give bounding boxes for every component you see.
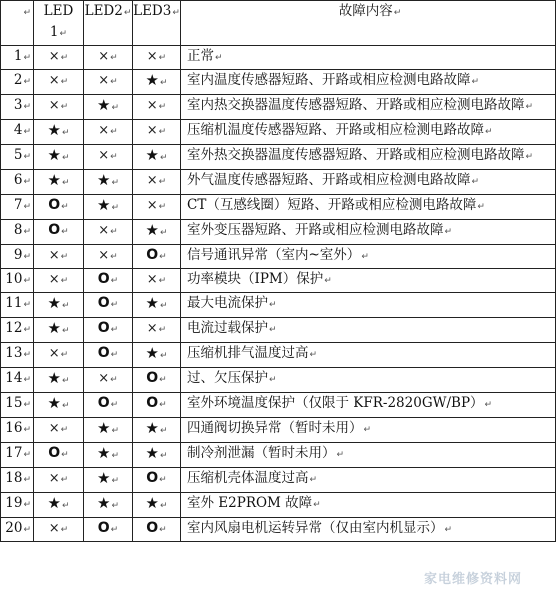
fault-description: 室外变压器短路、开路或相应检测电路故障↵ xyxy=(181,220,556,245)
row-number: 11↵ xyxy=(1,293,34,318)
led3-state: O↵ xyxy=(133,245,181,269)
led2-state: ★↵ xyxy=(84,170,133,195)
row-number: 19↵ xyxy=(1,493,34,518)
circle-mark-icon: O xyxy=(97,395,110,411)
led1-state: ×↵ xyxy=(34,95,84,120)
cross-mark-icon: × xyxy=(146,98,158,113)
led2-state: ★↵ xyxy=(84,443,133,468)
led3-state: ★↵ xyxy=(133,443,181,468)
table-row xyxy=(1,120,556,145)
cross-mark-icon: × xyxy=(146,198,158,213)
star-mark-icon: ★ xyxy=(145,146,159,164)
led3-state: ×↵ xyxy=(133,318,181,343)
row-number: 13↵ xyxy=(1,343,34,368)
led1-state: ×↵ xyxy=(34,418,84,443)
led3-state: ×↵ xyxy=(133,95,181,120)
fault-description: 正常↵ xyxy=(181,46,556,70)
header-row xyxy=(1,1,556,46)
led1-state: ×↵ xyxy=(34,70,84,95)
row-number: 10↵ xyxy=(1,269,34,293)
table-row xyxy=(1,95,556,120)
fault-description: 电流过载保护↵ xyxy=(181,318,556,343)
star-mark-icon: ★ xyxy=(145,419,159,437)
star-mark-icon: ★ xyxy=(145,71,159,89)
row-number: 17↵ xyxy=(1,443,34,468)
row-number: 9↵ xyxy=(1,245,34,269)
cross-mark-icon: × xyxy=(48,421,60,436)
circle-mark-icon: O xyxy=(97,520,110,536)
fault-description: 信号通讯异常（室内~室外）↵ xyxy=(181,245,556,269)
row-number: 1↵ xyxy=(1,46,34,70)
led1-state: ★↵ xyxy=(34,318,84,343)
led2-state: ×↵ xyxy=(84,120,133,145)
led3-state: ★↵ xyxy=(133,418,181,443)
star-mark-icon: ★ xyxy=(97,171,111,189)
led2-state: ×↵ xyxy=(84,245,133,269)
cross-mark-icon: × xyxy=(98,223,110,238)
led1-state: ★↵ xyxy=(34,293,84,318)
circle-mark-icon: O xyxy=(48,222,61,238)
led3-state: ×↵ xyxy=(133,195,181,220)
led3-state: ★↵ xyxy=(133,343,181,368)
star-mark-icon: ★ xyxy=(97,96,111,114)
fault-description: 室外 E2PROM 故障↵ xyxy=(181,493,556,518)
row-number: 8↵ xyxy=(1,220,34,245)
led2-state: ★↵ xyxy=(84,95,133,120)
fault-description: 最大电流保护↵ xyxy=(181,293,556,318)
table-row xyxy=(1,518,556,542)
led1-state: ×↵ xyxy=(34,245,84,269)
star-mark-icon: ★ xyxy=(97,469,111,487)
star-mark-icon: ★ xyxy=(145,221,159,239)
cross-mark-icon: × xyxy=(98,148,110,163)
row-number: 3↵ xyxy=(1,95,34,120)
cross-mark-icon: × xyxy=(48,49,60,64)
circle-mark-icon: O xyxy=(97,320,110,336)
circle-mark-icon: O xyxy=(48,197,61,213)
led2-state: O↵ xyxy=(84,343,133,368)
row-number: 18↵ xyxy=(1,468,34,493)
circle-mark-icon: O xyxy=(97,295,110,311)
fault-description: 室外环境温度保护（仅限于 KFR-2820GW/BP）↵ xyxy=(181,393,556,418)
led3-state: ★↵ xyxy=(133,293,181,318)
led3-state: O↵ xyxy=(133,393,181,418)
cross-mark-icon: × xyxy=(146,49,158,64)
led1-state: ★↵ xyxy=(34,493,84,518)
cross-mark-icon: × xyxy=(98,248,110,263)
header-led2: LED2↵ xyxy=(84,1,133,46)
table-row xyxy=(1,368,556,393)
fault-description: 室内温度传感器短路、开路或相应检测电路故障↵ xyxy=(181,70,556,95)
led1-state: O↵ xyxy=(34,443,84,468)
led2-state: O↵ xyxy=(84,293,133,318)
led2-state: ×↵ xyxy=(84,368,133,393)
led2-state: O↵ xyxy=(84,318,133,343)
star-mark-icon: ★ xyxy=(145,494,159,512)
star-mark-icon: ★ xyxy=(97,196,111,214)
row-number: 14↵ xyxy=(1,368,34,393)
led1-state: ×↵ xyxy=(34,269,84,293)
led1-state: ×↵ xyxy=(34,518,84,542)
cross-mark-icon: × xyxy=(146,123,158,138)
table-row xyxy=(1,318,556,343)
cross-mark-icon: × xyxy=(98,371,110,386)
led3-state: ★↵ xyxy=(133,220,181,245)
star-mark-icon: ★ xyxy=(47,369,61,387)
table-row xyxy=(1,220,556,245)
table-row xyxy=(1,293,556,318)
cross-mark-icon: × xyxy=(48,73,60,88)
led1-state: ★↵ xyxy=(34,368,84,393)
table-row xyxy=(1,493,556,518)
led1-state: ★↵ xyxy=(34,393,84,418)
star-mark-icon: ★ xyxy=(47,294,61,312)
row-number: 20↵ xyxy=(1,518,34,542)
header-desc: 故障内容↵ xyxy=(181,1,556,46)
led2-state: ×↵ xyxy=(84,145,133,170)
table-row xyxy=(1,46,556,70)
star-mark-icon: ★ xyxy=(145,294,159,312)
fault-description: 压缩机排气温度过高↵ xyxy=(181,343,556,368)
led3-state: O↵ xyxy=(133,368,181,393)
table-row xyxy=(1,269,556,293)
table-row xyxy=(1,170,556,195)
fault-description: 室内热交换器温度传感器短路、开路或相应检测电路故障↵ xyxy=(181,95,556,120)
led3-state: ★↵ xyxy=(133,70,181,95)
table-row xyxy=(1,468,556,493)
led3-state: ×↵ xyxy=(133,46,181,70)
circle-mark-icon: O xyxy=(146,395,159,411)
circle-mark-icon: O xyxy=(146,370,159,386)
circle-mark-icon: O xyxy=(146,470,159,486)
led3-state: O↵ xyxy=(133,518,181,542)
fault-description: 功率模块（IPM）保护↵ xyxy=(181,269,556,293)
table-row xyxy=(1,245,556,269)
star-mark-icon: ★ xyxy=(47,146,61,164)
led3-state: O↵ xyxy=(133,468,181,493)
cross-mark-icon: × xyxy=(48,272,60,287)
table-row xyxy=(1,70,556,95)
led2-state: ★↵ xyxy=(84,418,133,443)
led2-state: O↵ xyxy=(84,393,133,418)
circle-mark-icon: O xyxy=(97,345,110,361)
led1-state: O↵ xyxy=(34,195,84,220)
watermark: 家电维修资料网 xyxy=(424,572,523,587)
led1-state: ★↵ xyxy=(34,145,84,170)
row-number: 15↵ xyxy=(1,393,34,418)
fault-description: CT（互感线圈）短路、开路或相应检测电路故障↵ xyxy=(181,195,556,220)
fault-description: 室内风扇电机运转异常（仅由室内机显示）↵ xyxy=(181,518,556,542)
table-row xyxy=(1,343,556,368)
led3-state: ×↵ xyxy=(133,170,181,195)
row-number: 6↵ xyxy=(1,170,34,195)
cross-mark-icon: × xyxy=(98,49,110,64)
cross-mark-icon: × xyxy=(48,248,60,263)
led2-state: ★↵ xyxy=(84,468,133,493)
cross-mark-icon: × xyxy=(48,521,60,536)
fault-description: 压缩机温度传感器短路、开路或相应检测电路故障↵ xyxy=(181,120,556,145)
star-mark-icon: ★ xyxy=(97,494,111,512)
led3-state: ★↵ xyxy=(133,493,181,518)
star-mark-icon: ★ xyxy=(97,419,111,437)
star-mark-icon: ★ xyxy=(145,344,159,362)
circle-mark-icon: O xyxy=(146,520,159,536)
led1-state: ×↵ xyxy=(34,343,84,368)
table-row xyxy=(1,195,556,220)
table-row xyxy=(1,145,556,170)
fault-description: 室外热交换器温度传感器短路、开路或相应检测电路故障↵ xyxy=(181,145,556,170)
led1-state: ★↵ xyxy=(34,120,84,145)
led2-state: O↵ xyxy=(84,269,133,293)
row-number: 7↵ xyxy=(1,195,34,220)
led2-state: ×↵ xyxy=(84,46,133,70)
star-mark-icon: ★ xyxy=(145,444,159,462)
cross-mark-icon: × xyxy=(146,272,158,287)
fault-description: 压缩机壳体温度过高↵ xyxy=(181,468,556,493)
fault-description: 过、欠压保护↵ xyxy=(181,368,556,393)
row-number: 16↵ xyxy=(1,418,34,443)
circle-mark-icon: O xyxy=(97,271,110,287)
circle-mark-icon: O xyxy=(48,445,61,461)
led1-state: ×↵ xyxy=(34,46,84,70)
led2-state: ★↵ xyxy=(84,195,133,220)
led1-state: O↵ xyxy=(34,220,84,245)
cross-mark-icon: × xyxy=(98,123,110,138)
row-number: 2↵ xyxy=(1,70,34,95)
row-number: 12↵ xyxy=(1,318,34,343)
row-number: 5↵ xyxy=(1,145,34,170)
fault-description: 制冷剂泄漏（暂时未用）↵ xyxy=(181,443,556,468)
table-row xyxy=(1,418,556,443)
cross-mark-icon: × xyxy=(146,321,158,336)
led1-state: ×↵ xyxy=(34,468,84,493)
star-mark-icon: ★ xyxy=(47,319,61,337)
star-mark-icon: ★ xyxy=(47,121,61,139)
star-mark-icon: ★ xyxy=(97,444,111,462)
star-mark-icon: ★ xyxy=(47,494,61,512)
header-num: ↵ xyxy=(1,1,34,46)
star-mark-icon: ★ xyxy=(47,171,61,189)
star-mark-icon: ★ xyxy=(47,394,61,412)
header-led1: LED 1↵ xyxy=(34,1,84,46)
circle-mark-icon: O xyxy=(146,247,159,263)
led2-state: ×↵ xyxy=(84,70,133,95)
row-number: 4↵ xyxy=(1,120,34,145)
led2-state: ★↵ xyxy=(84,493,133,518)
cross-mark-icon: × xyxy=(48,471,60,486)
fault-description: 外气温度传感器短路、开路或相应检测电路故障↵ xyxy=(181,170,556,195)
led3-state: ×↵ xyxy=(133,120,181,145)
led2-state: O↵ xyxy=(84,518,133,542)
led1-state: ★↵ xyxy=(34,170,84,195)
led3-state: ×↵ xyxy=(133,269,181,293)
cross-mark-icon: × xyxy=(48,98,60,113)
cross-mark-icon: × xyxy=(98,73,110,88)
led2-state: ×↵ xyxy=(84,220,133,245)
led3-state: ★↵ xyxy=(133,145,181,170)
cross-mark-icon: × xyxy=(48,346,60,361)
header-led3: LED3↵ xyxy=(133,1,181,46)
table-row xyxy=(1,443,556,468)
cross-mark-icon: × xyxy=(146,173,158,188)
table-row xyxy=(1,393,556,418)
fault-description: 四通阀切换异常（暂时未用）↵ xyxy=(181,418,556,443)
